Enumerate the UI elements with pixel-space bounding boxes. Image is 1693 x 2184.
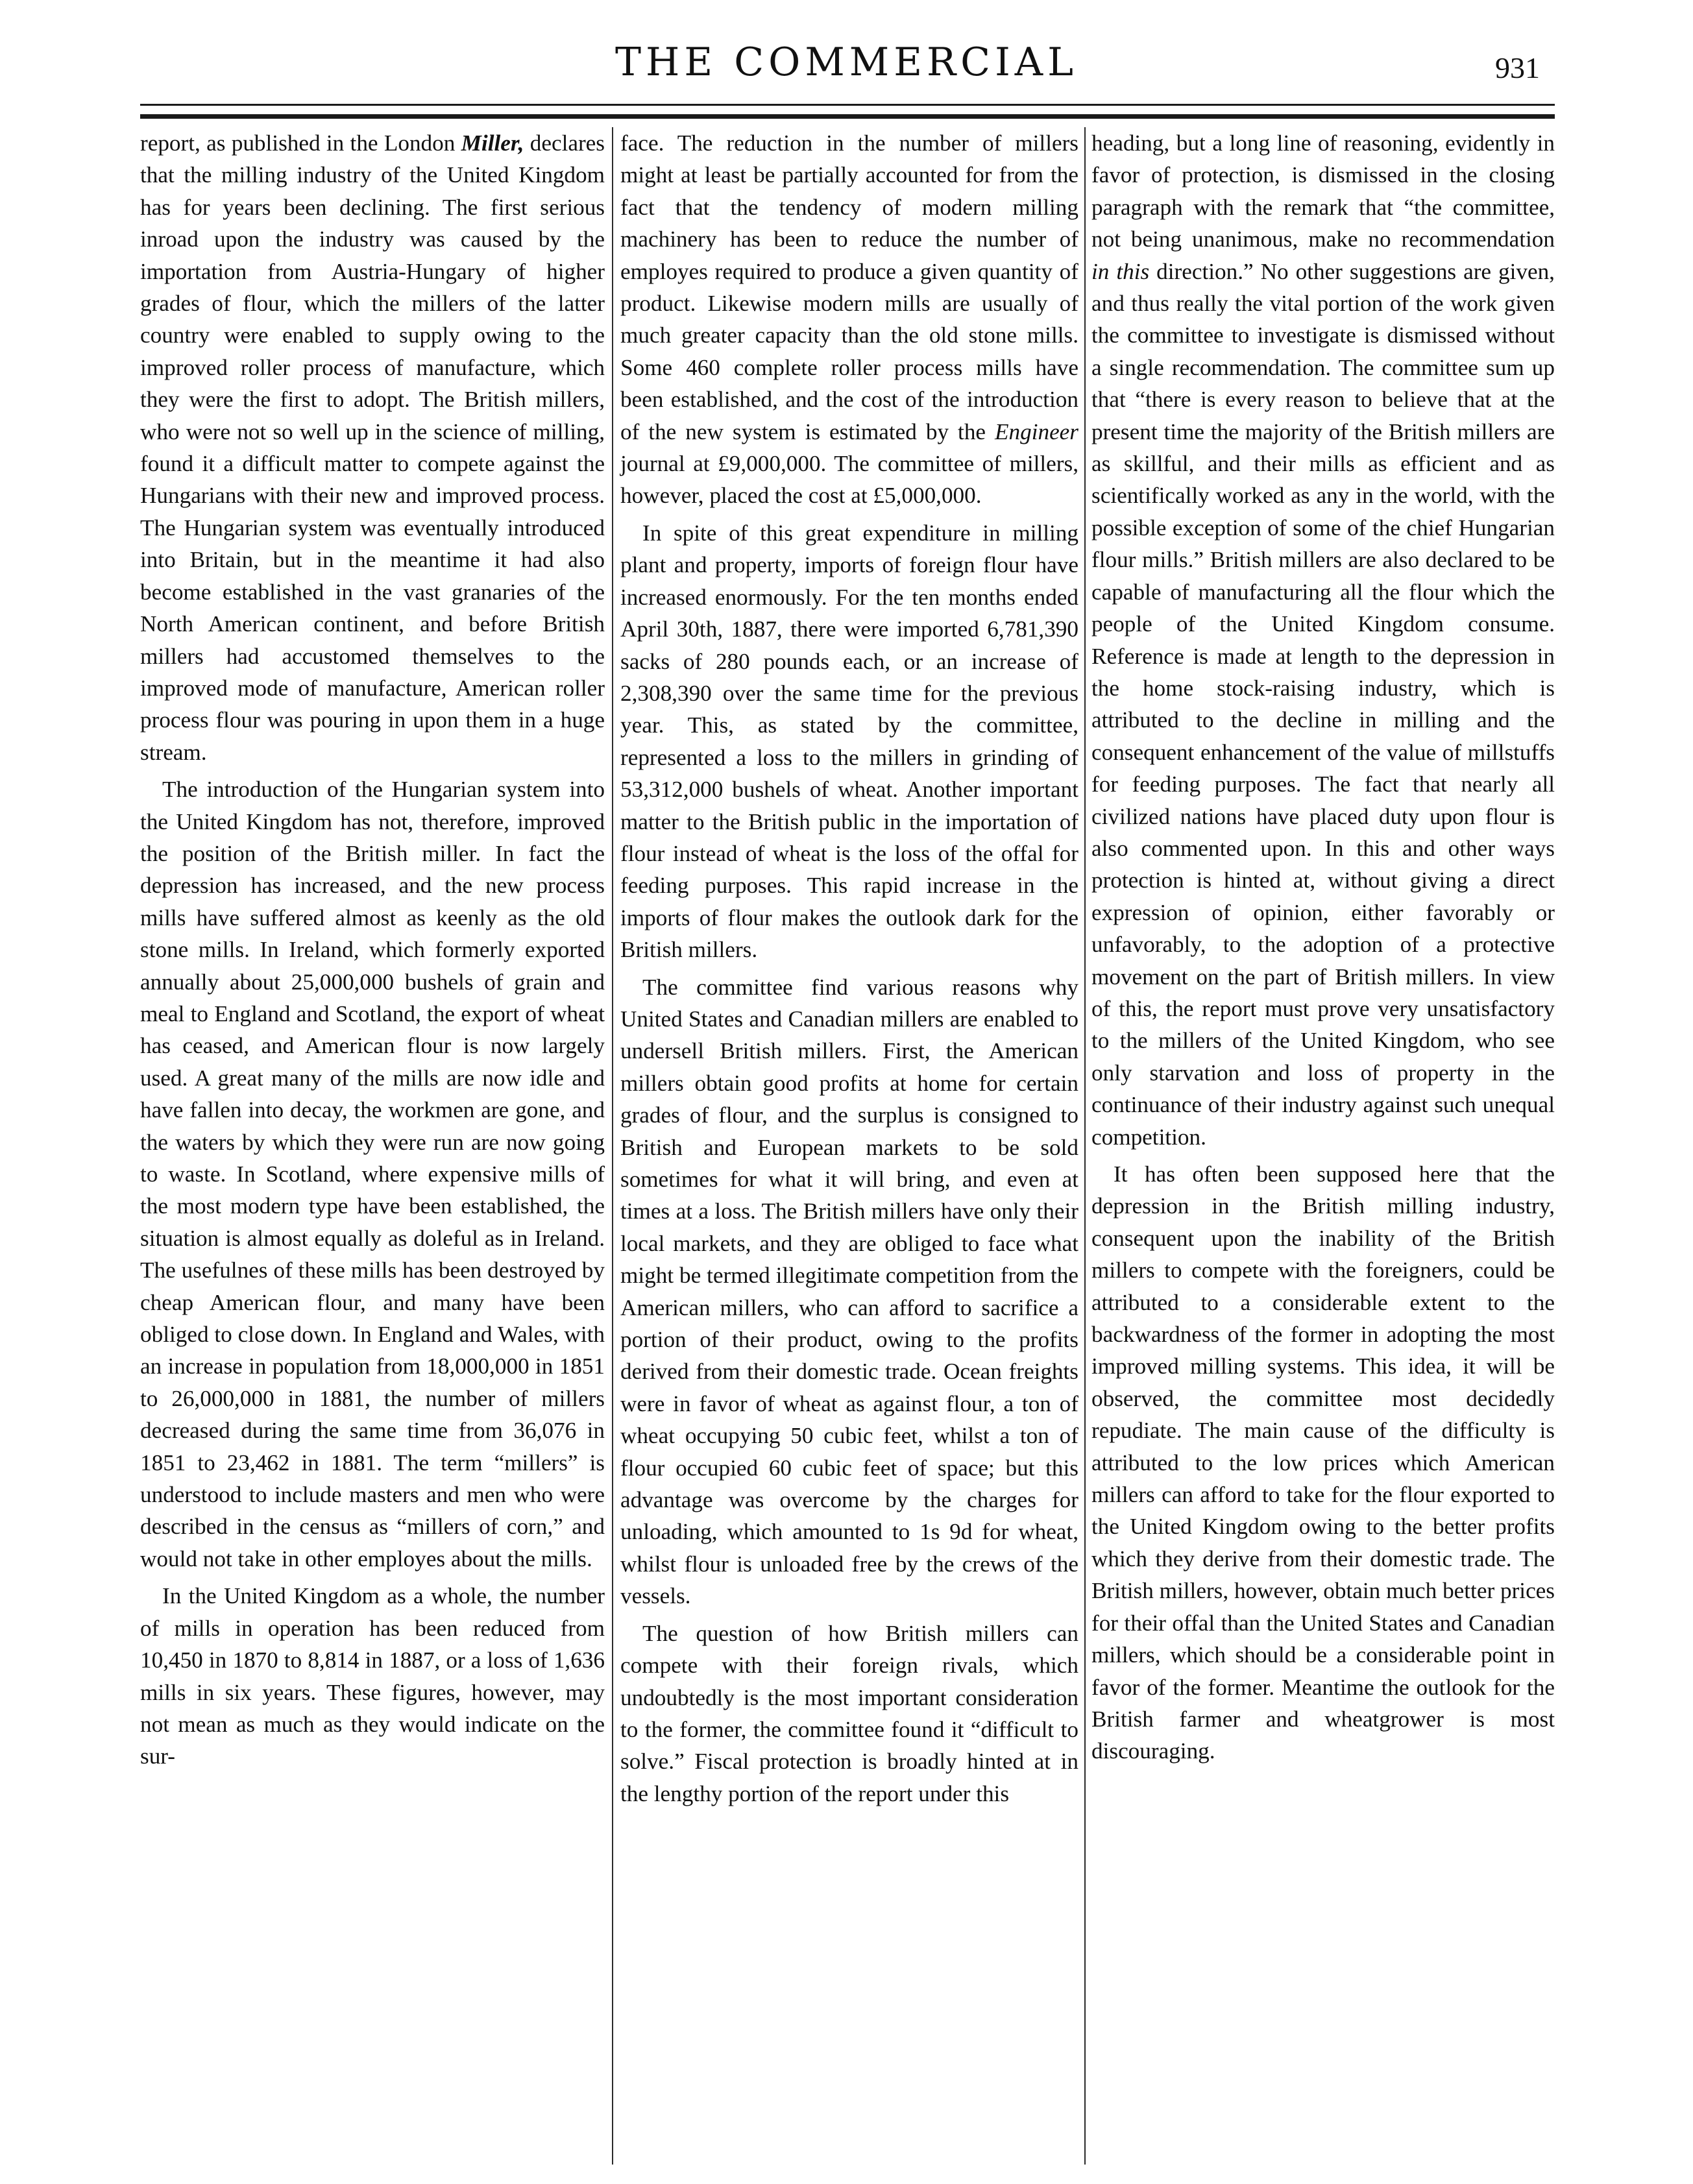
paragraph-text: face. The reduction in the number of millers might at least be partially accounted for from the fact that the tendency of modern milling machinery has been to reduce the number of employes required to produce a given quantity of product. Likewise modern mills are usually of much greater capacity than the old stone mills. Some 460 complete roller process mills have been established, and the cost of the introduction of the new system is estimated by the <box>620 130 1078 444</box>
article-column-1 <box>140 127 605 2165</box>
paragraph-text: report, as published in the London <box>140 130 461 156</box>
article-paragraph <box>620 971 1078 1612</box>
article-paragraph <box>1091 127 1555 1153</box>
header-rule-thick <box>140 114 1555 119</box>
paragraph-text: direction.” No other suggestions are given, and thus really the vital portion of the work given the committee to investigate is dismissed without a single recommendation. The committee sum up that “there is every reason to believe that at the present time the majority of the British millers are as skillful, and their mills as efficient and as scientifically worked as any in the world, with the possible exception of some of the chief Hungarian flour mills.” British millers are also declared to be capable of manufacturing all the flour which the people of the United Kingdom consume. Reference is made at length to the depression in the home stock-raising industry, which is attributed to the decline in milling and the consequent enhancement of the value of millstuffs for feeding purposes. The fact that nearly all civilized nations have placed duty upon flour is also commented upon. In this and other ways protection is hinted at, without giving a direct expression of opinion, either favorably or unfavorably, to the adoption of a protective movement on the part of British millers. In view of this, the report must prove very unsatisfactory to the millers of the United Kingdom, who see only starvation and loss of property in the continuance of their industry against such unequal competition. <box>1091 258 1555 1150</box>
paragraph-text: It has often been supposed here that the depression in the British milling industry, consequent upon the inability of the British millers to compete with the foreigners, could be attributed to a considerable extent to the backwardness of the former in adopting the most improved milling systems. This idea, it will be observed, the committee most decidedly repudiate. The main cause of the difficulty is attributed to the low prices which American millers can afford to take for the flour exported to the United Kingdom owing to the better profits which they derive from their domestic trade. The British millers, however, obtain much better prices for their offal than the United States and Canadian millers, which should be a considerable point in favor of the former. Meantime the outlook for the British farmer and wheatgrower is most discouraging. <box>1091 1161 1555 1764</box>
article-paragraph <box>620 517 1078 966</box>
paragraph-text: In the United Kingdom as a whole, the number of mills in operation has been reduced from 10,450 in 1870 to 8,814 in 1887, or a loss of 1,636 mills in six years. These figures, however, may not mean as much as they would indicate on the sur- <box>140 1583 605 1769</box>
paragraph-text: heading, but a long line of reasoning, evidently in favor of protection, is dismissed in the closing paragraph with the remark that “the committee, not being unanimous, make no recommendation <box>1091 130 1555 252</box>
italic-text: in this <box>1091 258 1150 284</box>
article-paragraph <box>140 127 605 768</box>
article-paragraph <box>620 127 1078 512</box>
article-column-3 <box>1091 127 1555 2165</box>
column-divider <box>1084 127 1086 2165</box>
article-paragraph <box>620 1618 1078 1810</box>
paragraph-text: journal at £9,000,000. The committee of millers, however, placed the cost at £5,000,000. <box>620 451 1078 509</box>
paragraph-text: The committee find various reasons why United States and Canadian millers are enabled to undersell British millers. First, the American millers obtain good profits at home for certain grades of flour, and the surplus is consigned to British and European markets to be sold sometimes for what it will bring, and even at times at a loss. The British millers have only their local markets, and they are obliged to face what might be termed illegitimate competition from the American millers, who can afford to sacrifice a portion of their product, owing to the profits derived from their domestic trade. Ocean freights were in favor of wheat as against flour, a ton of wheat occupying 50 cubic feet, whilst a ton of flour occupied 60 cubic feet of space; but this advantage was overcome by the charges for unloading, which amounted to 1s 9d for wheat, whilst flour is unloaded free by the crews of the vessels. <box>620 974 1078 1609</box>
article-paragraph <box>140 773 605 1575</box>
column-divider <box>612 127 613 2165</box>
article-column-2 <box>620 127 1078 2165</box>
article-paragraph <box>1091 1158 1555 1767</box>
article-paragraph <box>140 1580 605 1772</box>
page-number: 931 <box>1495 51 1540 84</box>
paragraph-text: declares that the milling industry of the United Kingdom has for years been declining. The first serious inroad upon the industry was caused by the importation from Austria-Hungary of higher grades of flour, which the millers of the latter country were enabled to supply owing to the improved roller process of manufacture, which they were the first to adopt. The British millers, who were not so well up in the science of milling, found it a difficult matter to compete against the Hungarians with their new and improved process. The Hungarian system was eventually introduced into Britain, but in the meantime it had also become established in the vast granaries of the North American continent, and before British millers had accustomed themselves to the improved mode of manufacture, American roller process flour was pouring in upon them in a huge stream. <box>140 130 605 765</box>
italic-text: Miller, <box>461 130 524 156</box>
masthead-title: THE COMMERCIAL <box>615 40 1078 85</box>
paragraph-text: In spite of this great expenditure in milling plant and property, imports of foreign flour have increased enormously. For the ten months ended April 30th, 1887, there were imported 6,781,390 sacks of 280 pounds each, or an increase of 2,308,390 over the same time for the previous year. This, as stated by the committee, represented a loss to the millers in grinding of 53,312,000 bushels of wheat. Another important matter to the British public in the importation of flour instead of wheat is the loss of the offal for feeding purposes. This rapid increase in the imports of flour makes the outlook dark for the British millers. <box>620 520 1078 963</box>
italic-text: Engineer <box>995 419 1078 444</box>
paragraph-text: The introduction of the Hungarian system into the United Kingdom has not, therefore, improved the position of the British miller. In fact the depression has increased, and the new process mills have suffered almost as keenly as the old stone mills. In Ireland, which formerly exported annually about 25,000,000 bushels of grain and meal to England and Scotland, the export of wheat has ceased, and American flour is now largely used. A great many of the mills are now idle and have fallen into decay, the workmen are gone, and the waters by which they were run are now going to waste. In Scotland, where expensive mills of the most modern type have been established, the situation is almost equally as doleful as in Ireland. The usefulnes of these mills has been destroyed by cheap American flour, and many have been obliged to close down. In England and Wales, with an increase in population from 18,000,000 in 1851 to 26,000,000 in 1881, the number of millers decreased during the same time from 36,076 in 1851 to 23,462 in 1881. The term “millers” is understood to include masters and men who were described in the census as “millers of corn,” and would not take in other employes about the mills. <box>140 777 605 1571</box>
paragraph-text: The question of how British millers can compete with their foreign rivals, which undoubtedly is the most important consideration to the former, the committee found it “difficult to solve.” Fiscal protection is broadly hinted at in the lengthy portion of the report under this <box>620 1620 1078 1806</box>
header-rule-thin <box>140 104 1555 106</box>
